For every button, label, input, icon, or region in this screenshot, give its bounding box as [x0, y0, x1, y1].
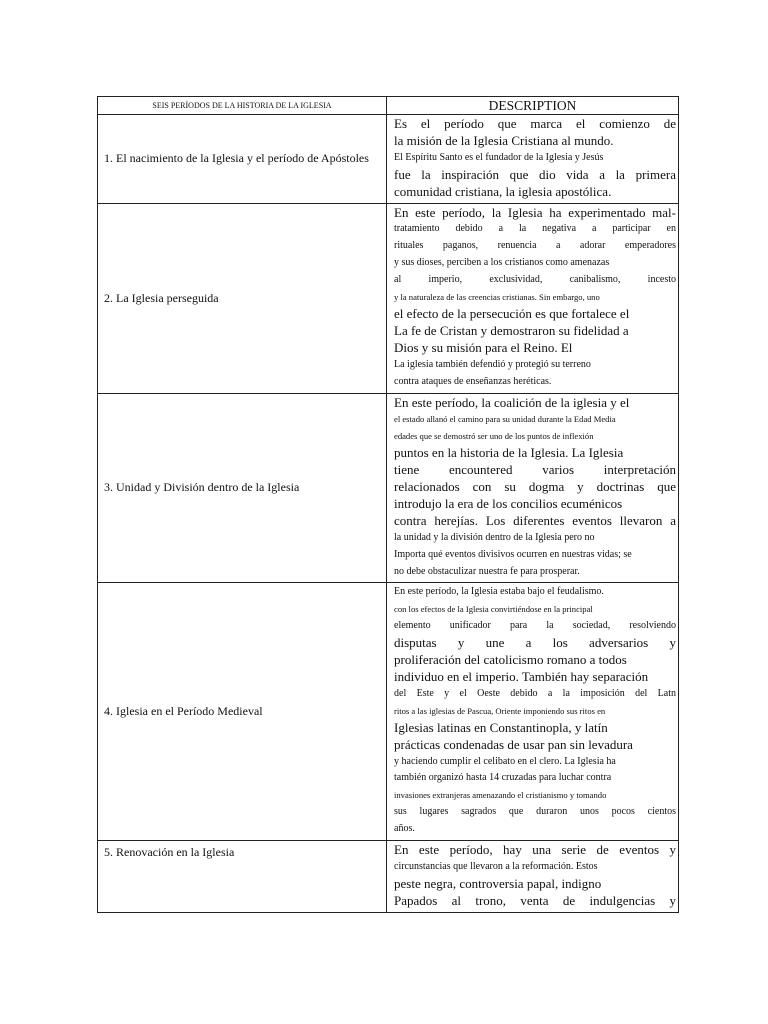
- description-line: la unidad y la división dentro de la Iglesia pero no: [394, 531, 595, 543]
- period-label: 4. Iglesia en el Período Medieval: [98, 583, 387, 841]
- description-line: Es el período que marca el comienzo de: [394, 116, 676, 131]
- description-line: puntos en la historia de la Iglesia. La Iglesia: [394, 445, 624, 461]
- description-line: el estado allanó el camino para su unidad durante la Edad Media: [394, 414, 616, 425]
- description-line: y la naturaleza de las creencias cristianas. Sin embargo, uno: [394, 292, 600, 303]
- description-line: también organizó hasta 14 cruzadas para luchar contra: [394, 772, 612, 784]
- description-line: tiene encountered varios interpretación: [394, 462, 676, 478]
- description-line: contra herejías. Los diferentes eventos llevaron a: [394, 512, 676, 528]
- description-line: prácticas condenadas de usar pan sin levadura: [394, 736, 633, 752]
- description-line: Importa qué eventos divisivos ocurren en nuestras vidas; se: [394, 548, 632, 560]
- description-line: ritos a las iglesias de Pascua, Oriente imponiendo sus ritos en: [394, 705, 606, 716]
- table-row: [98, 115, 679, 204]
- table-header-description: DESCRIPTION: [387, 97, 679, 115]
- period-label: 1. El nacimiento de la Iglesia y el período de Apóstoles: [98, 115, 387, 204]
- period-label: 2. La Iglesia perseguida: [98, 203, 387, 393]
- description-line: Papados al trono, venta de indulgencias y: [394, 892, 676, 908]
- description-line: En este período, hay una serie de eventos y: [394, 842, 676, 858]
- description-line: contra ataques de enseñanzas heréticas.: [394, 375, 552, 387]
- table-header-title: SEIS PERÍODOS DE LA HISTORIA DE LA IGLESIA: [98, 97, 387, 115]
- description-line: relacionados con su dogma y doctrinas que: [394, 479, 676, 495]
- description-line: y sus dioses, perciben a los cristianos como amenazas: [394, 257, 610, 269]
- period-description: [387, 115, 679, 204]
- description-line: comunidad cristiana, la iglesia apostólica.: [394, 183, 612, 199]
- description-line: Dios y su misión para el Reino. El: [394, 339, 573, 355]
- period-description: [387, 841, 679, 913]
- description-line: peste negra, controversia papal, indigno: [394, 875, 602, 891]
- history-periods-table: [97, 96, 679, 913]
- description-line: El Espíritu Santo es el fundador de la Iglesia y Jesús: [394, 151, 604, 163]
- period-label: 3. Unidad y División dentro de la Iglesia: [98, 393, 387, 583]
- description-line: no debe obstaculizar nuestra fe para prosperar.: [394, 565, 580, 577]
- description-line: Iglesias latinas en Constantinopla, y latín: [394, 719, 608, 735]
- description-line: En este período, la coalición de la iglesia y el: [394, 394, 630, 410]
- description-line: años.: [394, 823, 415, 835]
- description-line: al imperio, exclusividad, canibalismo, incesto: [394, 274, 676, 286]
- description-line: con los efectos de la Iglesia convirtiéndose en la principal: [394, 604, 593, 615]
- description-line: el efecto de la persecución es que fortalece el: [394, 305, 630, 321]
- period-description: [387, 203, 679, 393]
- description-line: individuo en el imperio. También hay separación: [394, 669, 649, 684]
- period-description: [387, 393, 679, 583]
- description-line: rituales paganos, renuencia a adorar emperadores: [394, 240, 676, 252]
- period-label: 5. Renovación en la Iglesia: [98, 841, 387, 913]
- description-line: proliferación del catolicismo romano a todos: [394, 652, 627, 668]
- period-description: [387, 583, 679, 841]
- description-line: introdujo la era de los concilios ecuménicos: [394, 495, 623, 511]
- table-row: [98, 393, 679, 583]
- description-line: La fe de Cristan y demostraron su fidelidad a: [394, 322, 629, 338]
- table-row: [98, 841, 679, 913]
- description-line: circunstancias que llevaron a la reformación. Estos: [394, 860, 598, 872]
- description-line: En este período, la Iglesia estaba bajo el feudalismo.: [394, 586, 604, 598]
- description-line: La iglesia también defendió y protegió su terreno: [394, 358, 591, 370]
- description-line: fue la inspiración que dio vida a la primera: [394, 166, 676, 182]
- table-row: [98, 203, 679, 393]
- description-line: disputas y une a los adversarios y: [394, 635, 676, 651]
- description-line: y haciendo cumplir el celibato en el clero. La Iglesia ha: [394, 755, 616, 767]
- table-header-row: [98, 97, 679, 115]
- description-line: sus lugares sagrados que duraron unos pocos cientos: [394, 806, 676, 818]
- description-line: elemento unificador para la sociedad, resolviendo: [394, 620, 676, 632]
- description-line: la misión de la Iglesia Cristiana al mundo.: [394, 132, 614, 148]
- description-line: En este período, la Iglesia ha experimentado mal-: [394, 204, 676, 220]
- description-line: tratamiento debido a la negativa a participar en: [394, 223, 676, 235]
- description-line: invasiones extranjeras amenazando el cristianismo y tomando: [394, 790, 607, 801]
- description-line: edades que se demostró ser uno de los puntos de inflexión: [394, 431, 594, 442]
- table-row: [98, 583, 679, 841]
- description-line: del Este y el Oeste debido a la imposición del Latn: [394, 687, 676, 699]
